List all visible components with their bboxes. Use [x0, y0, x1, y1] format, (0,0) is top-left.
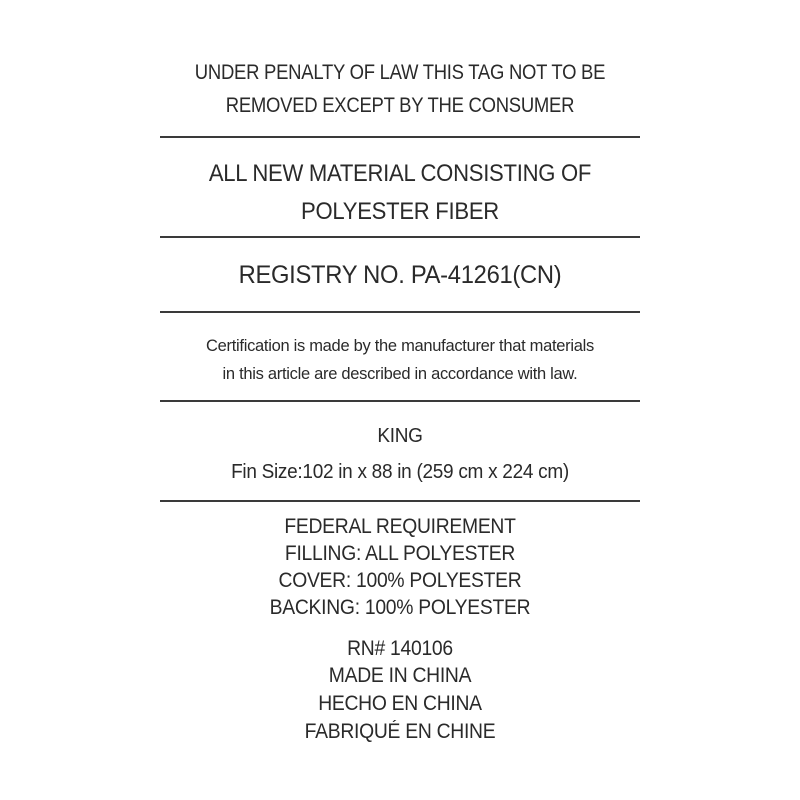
material-line-2: POLYESTER FIBER [301, 198, 499, 225]
material-line-1: ALL NEW MATERIAL CONSISTING OF [208, 160, 592, 187]
divider-2 [160, 236, 640, 238]
fin-size: Fin Size:102 in x 88 in (259 cm x 224 cm) [231, 461, 569, 483]
certification-line-1: Certification is made by the manufacturer that materials [206, 336, 594, 355]
divider-5 [160, 500, 640, 502]
divider-1 [160, 136, 640, 138]
divider-4 [160, 400, 640, 402]
law-tag [160, 0, 640, 800]
made-in-french: FABRIQUÉ EN CHINE [304, 720, 496, 743]
penalty-line-1: UNDER PENALTY OF LAW THIS TAG NOT TO BE [194, 61, 606, 84]
size-name: KING [377, 425, 423, 447]
divider-3 [160, 311, 640, 313]
federal-cover: COVER: 100% POLYESTER [278, 569, 522, 592]
made-in-english: MADE IN CHINA [328, 664, 472, 687]
federal-backing: BACKING: 100% POLYESTER [269, 596, 531, 619]
certification-line-2: in this article are described in accordance with law. [222, 364, 578, 383]
registry-number: REGISTRY NO. PA-41261(CN) [238, 261, 562, 289]
rn-number: RN# 140106 [347, 637, 453, 660]
federal-heading: FEDERAL REQUIREMENT [284, 515, 516, 538]
made-in-spanish: HECHO EN CHINA [318, 692, 482, 715]
federal-filling: FILLING: ALL POLYESTER [284, 542, 516, 565]
penalty-line-2: REMOVED EXCEPT BY THE CONSUMER [225, 94, 575, 117]
